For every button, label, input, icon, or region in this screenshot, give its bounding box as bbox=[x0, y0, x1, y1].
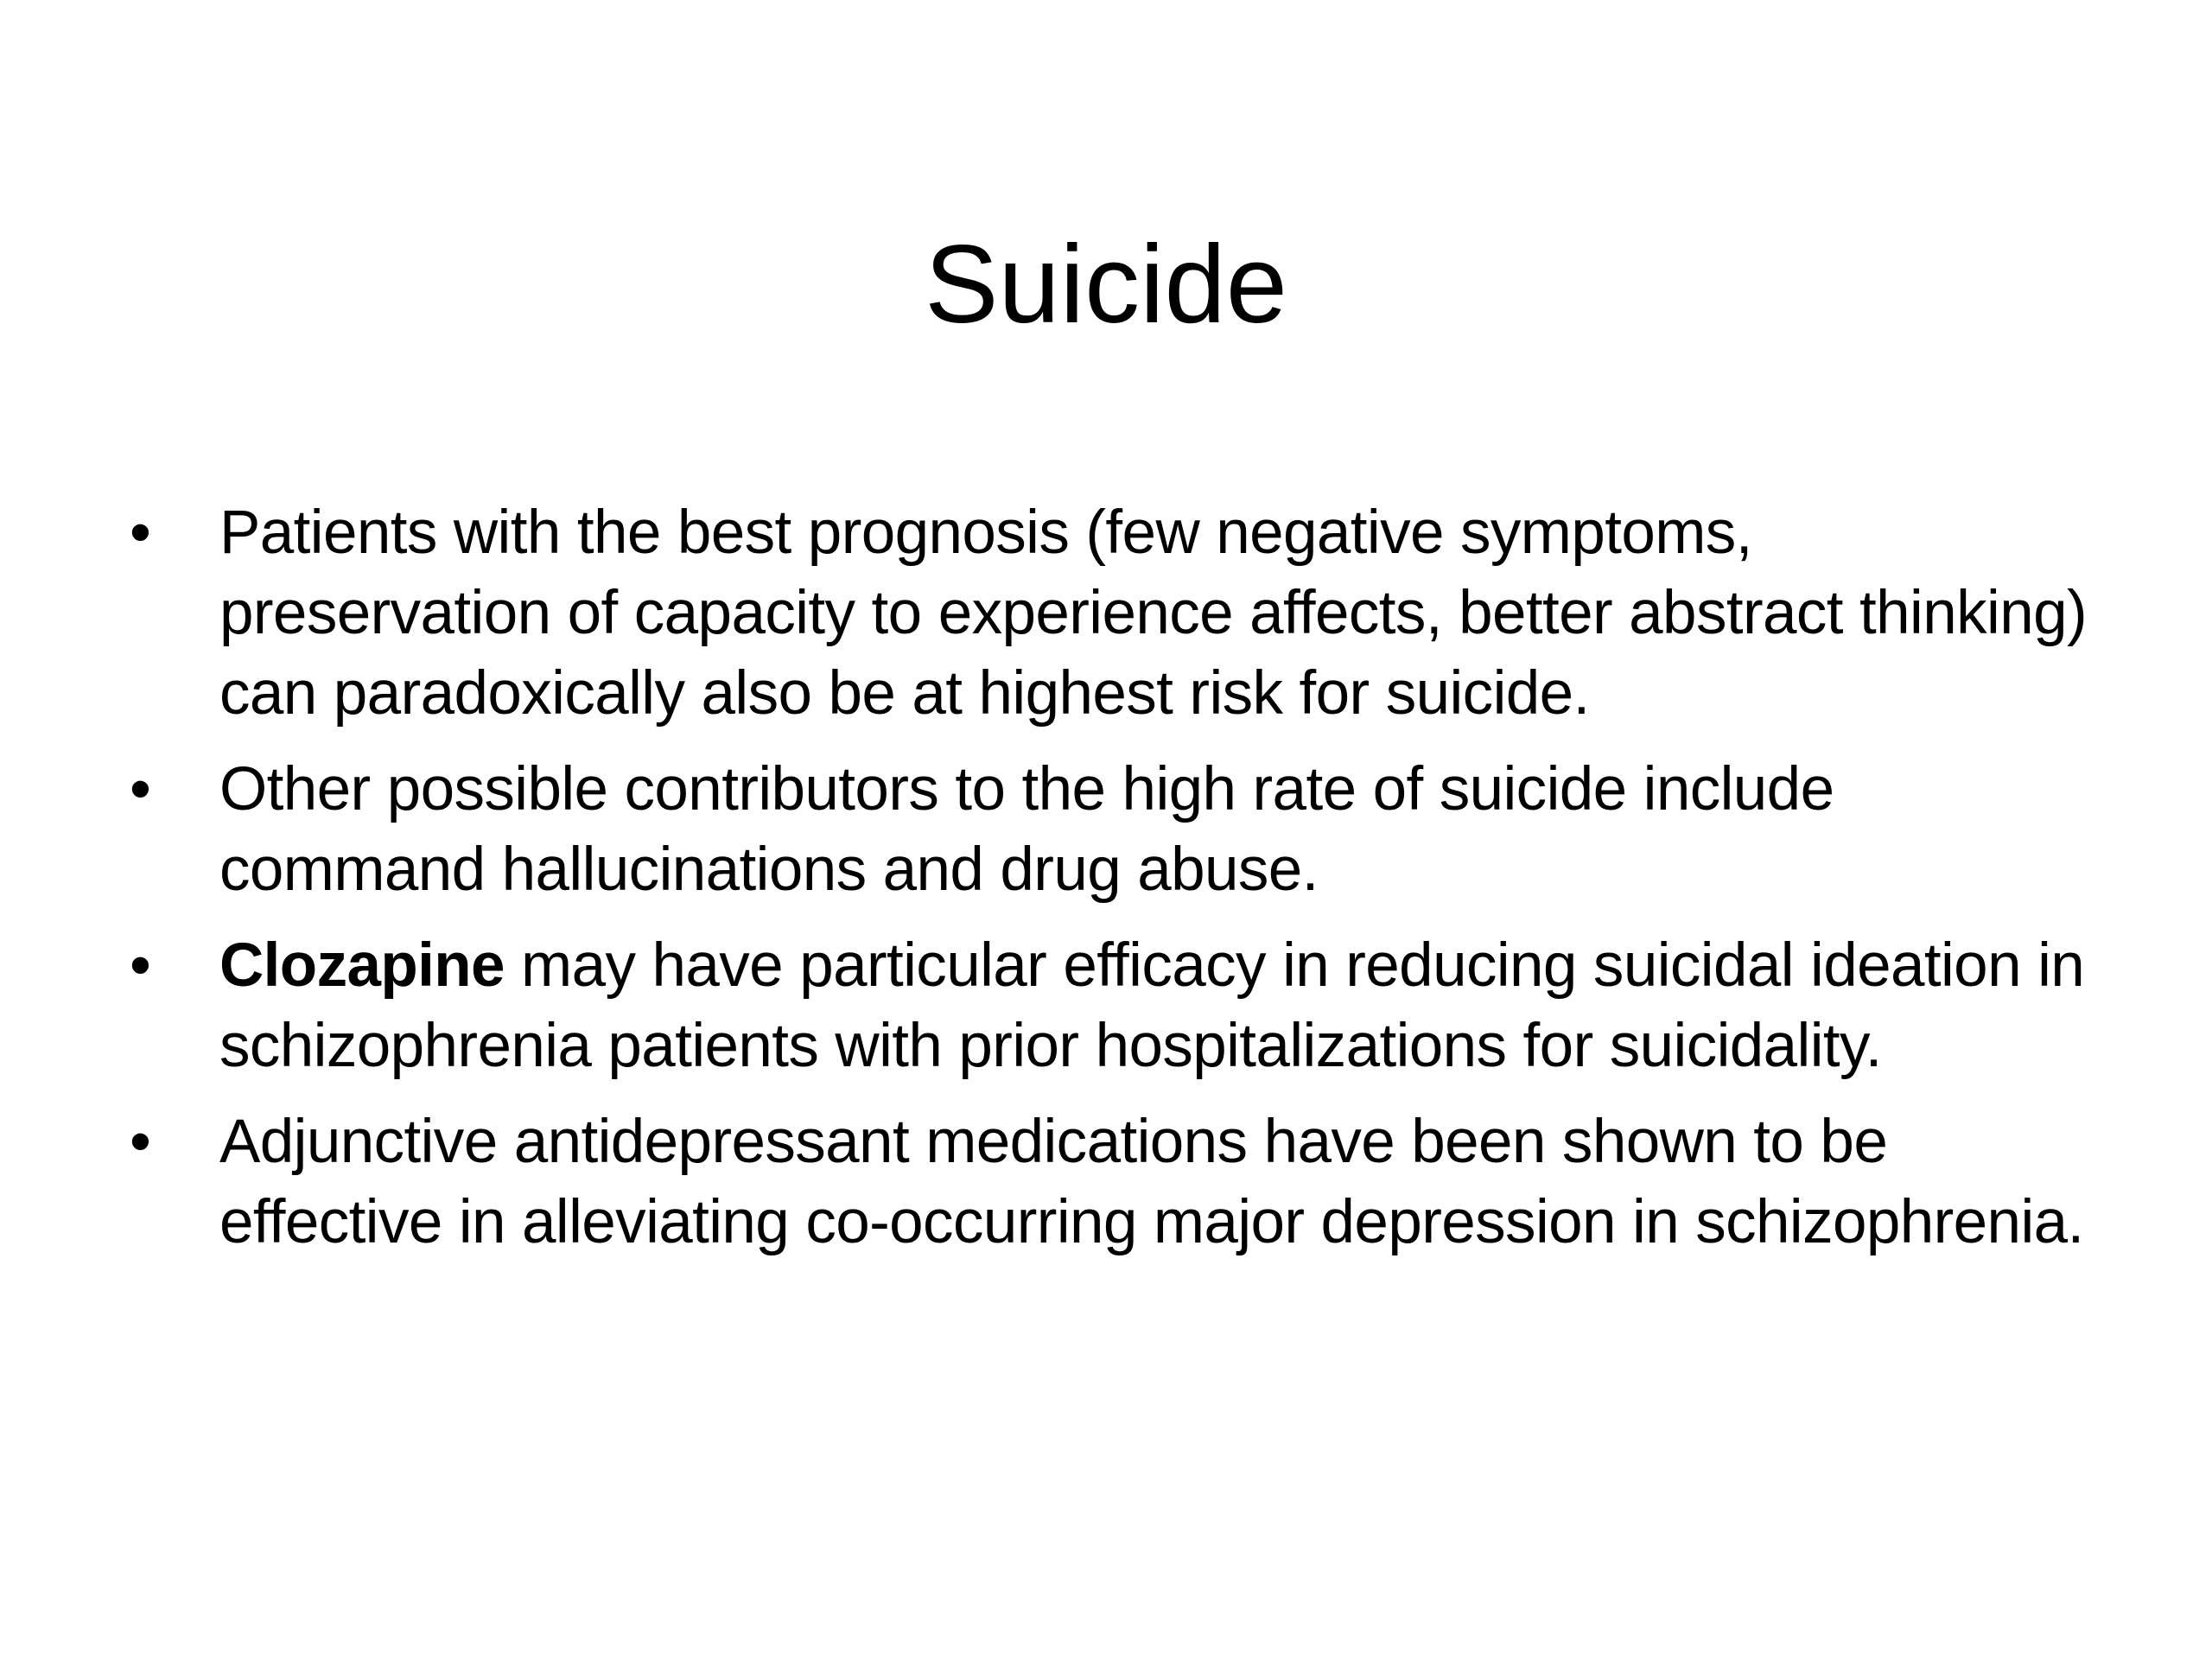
bullet-item-antidepressants bbox=[130, 1102, 2091, 1262]
bullet-marker: • bbox=[130, 755, 151, 823]
bullet-lead-bold: Clozapine bbox=[219, 931, 505, 1000]
bullet-marker: • bbox=[130, 931, 151, 1000]
bullet-marker: • bbox=[130, 499, 151, 567]
bullet-item-prognosis bbox=[130, 493, 2091, 734]
bullet-marker: • bbox=[130, 1108, 151, 1176]
slide-title: Suicide bbox=[925, 223, 1287, 346]
bullet-text: Patients with the best prognosis (few negative symptoms, preservation of capacity to experience affects, better abstract thinking) can paradoxically also be at highest risk for suicide. bbox=[219, 499, 2088, 728]
bullet-item-contributors bbox=[130, 749, 2091, 910]
bullet-item-clozapine bbox=[130, 925, 2091, 1086]
bullet-text: Other possible contributors to the high rate of suicide include command hallucinations and drug abuse. bbox=[219, 755, 1834, 904]
bullet-text: may have particular efficacy in reducing suicidal ideation in schizophrenia patients with prior hospitalizations for suicidality. bbox=[219, 931, 2085, 1080]
bullet-list bbox=[130, 493, 2091, 1278]
bullet-text: Adjunctive antidepressant medications have been shown to be effective in alleviating co-occurring major depression in schizophrenia. bbox=[219, 1108, 2084, 1256]
